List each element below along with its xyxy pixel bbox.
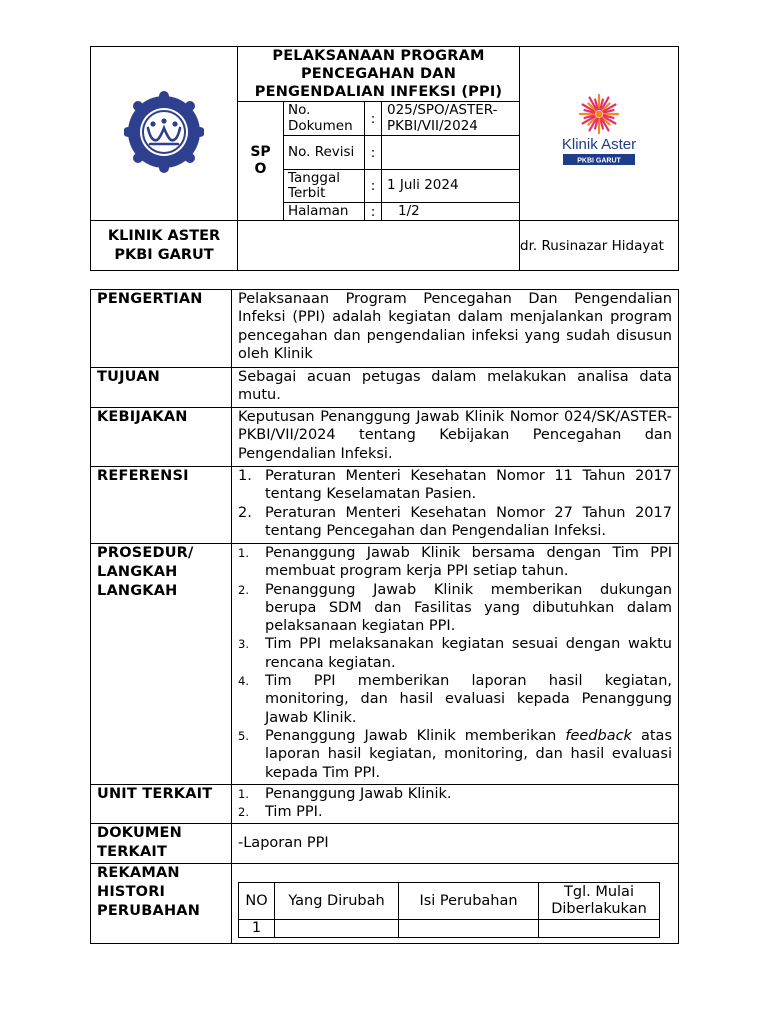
brand-name: Klinik Aster [561,135,637,153]
meta-label: Tanggal Terbit [284,170,365,203]
list-item [238,803,672,821]
list-number: 4. [238,674,249,689]
row-pengertian [91,290,679,368]
meta-value [382,136,520,170]
section-label: UNIT TERKAIT [91,784,232,824]
change-history-table [238,882,660,938]
list-text: Peraturan Menteri Kesehatan Nomor 11 Tahun 2017 tentang Keselamatan Pasien. [265,468,672,503]
list-text: Tim PPI. [265,804,323,821]
flower-center [596,110,603,117]
klinik-aster-logo [520,47,679,221]
list-item [238,635,672,672]
label-line: PROSEDUR/ [97,545,194,561]
meta-label: Halaman [284,203,365,221]
history-header: NO [239,883,275,920]
list-text: Penanggung Jawab Klinik memberikan dukungan berupa SDM dan Fasilitas yang dibutuhkan dalam pelaksanaan kegiatan PPI. [265,581,672,635]
title-line: PENCEGAHAN DAN [300,66,457,82]
rekaman-cell [232,864,679,944]
list-number: 1. [238,546,249,560]
list-item [238,544,672,581]
list-number: 5. [238,728,249,743]
document-title [238,47,520,102]
clinic-name-line: KLINIK ASTER [107,227,221,244]
history-cell [275,920,399,938]
row-rekaman [91,864,679,944]
section-label [91,824,232,864]
section-label [91,864,232,944]
list-number: 1. [238,468,252,484]
history-cell [539,920,660,938]
list-text: Peraturan Menteri Kesehatan Nomor 27 Tahun 2017 tentang Pencegahan dan Pengendalian Infeksi. [265,504,672,539]
label-line: REKAMAN [97,865,180,882]
history-cell [399,920,539,938]
label-line: LANGKAH [97,583,178,599]
history-header: Tgl. Mulai Diberlakukan [539,883,660,920]
list-text: atas laporan hasil kegiatan, monitoring, dan hasil evaluasi kepada Tim PPI. [265,727,672,781]
meta-label: No. Revisi [284,136,365,170]
aster-flower-icon [544,92,654,172]
prosedur-list [232,544,679,785]
list-item [238,785,672,803]
list-number: 3. [238,637,249,652]
spo-label: SP O [238,102,284,221]
label-line: DOKUMEN [97,825,182,842]
meta-label: No. Dokumen [284,102,365,136]
label-line: LANGKAH [97,564,178,580]
clinic-name-line: PKBI GARUT [114,246,214,263]
history-cell: 1 [239,920,275,938]
label-line: PERUBAHAN [97,903,201,920]
meta-colon: : [365,102,382,136]
meta-colon: : [365,203,382,221]
pengertian-text: Pelaksanaan Program Pencegahan Dan Pengendalian Infeksi (PPI) adalah kegiatan dalam menjalankan program pencegahan dan pengendalian infeksi yang sudah disusun oleh Klinik [232,290,679,368]
list-item [238,504,672,541]
section-label: PENGERTIAN [91,290,232,368]
organization-seal-logo [91,47,238,221]
section-label: REFERENSI [91,467,232,544]
table-row [239,920,660,938]
list-item [238,467,672,504]
history-header-row [239,883,660,920]
list-text-italic: feedback [565,727,632,744]
section-label: KEBIJAKAN [91,408,232,467]
tujuan-text: Sebagai acuan petugas dalam melakukan analisa data mutu. [232,368,679,408]
referensi-list [232,467,679,544]
list-item [238,672,672,727]
meta-colon: : [365,136,382,170]
label-line: TERKAIT [97,844,168,861]
history-header: Isi Perubahan [399,883,539,920]
list-item [238,727,672,782]
row-dokumen-terkait [91,824,679,864]
list-text: Penanggung Jawab Klinik. [265,785,452,802]
label-line: HISTORI [97,884,166,901]
row-unit-terkait [91,784,679,824]
history-header: Yang Dirubah [275,883,399,920]
list-item [238,581,672,636]
title-line: PENGENDALIAN INFEKSI (PPI) [254,84,503,100]
document-header [90,46,679,271]
list-number: 2. [238,582,249,597]
row-tujuan [91,368,679,408]
pkbi-seal-icon [124,90,204,174]
clinic-name-cell [91,221,238,271]
title-line: PELAKSANAAN PROGRAM [272,48,485,64]
meta-colon: : [365,170,382,203]
list-text: Penanggung Jawab Klinik bersama dengan Tim PPI membuat program kerja PPI setiap tahun. [265,545,672,580]
list-number: 2. [238,504,252,521]
row-referensi [91,467,679,544]
list-text: Tim PPI melaksanakan kegiatan sesuai dengan waktu rencana kegiatan. [265,636,672,671]
dokumen-terkait-text: -Laporan PPI [232,824,679,864]
list-number: 1. [238,786,249,801]
meta-value: 025/SPO/ASTER-PKBI/VII/2024 [382,102,520,136]
signature-space [238,221,520,271]
list-text: Tim PPI memberikan laporan hasil kegiatan, monitoring, dan hasil evaluasi kepada Penanggung Jawab Klinik. [265,673,672,726]
signer-name: dr. Rusinazar Hidayat [520,221,679,271]
row-kebijakan [91,408,679,467]
meta-value: 1/2 [382,203,520,221]
brand-sub: PKBI GARUT [577,157,621,164]
procedure-table [90,289,679,944]
row-prosedur [91,544,679,785]
section-label [91,544,232,785]
unit-terkait-list [232,784,679,824]
list-text: Penanggung Jawab Klinik memberikan [265,727,566,744]
section-label: TUJUAN [91,368,232,408]
kebijakan-text: Keputusan Penanggung Jawab Klinik Nomor 024/SK/ASTER-PKBI/VII/2024 tentang Kebijakan Pencegahan dan Pengendalian Infeksi. [232,408,679,467]
meta-value: 1 Juli 2024 [382,170,520,203]
list-number: 2. [238,805,249,820]
